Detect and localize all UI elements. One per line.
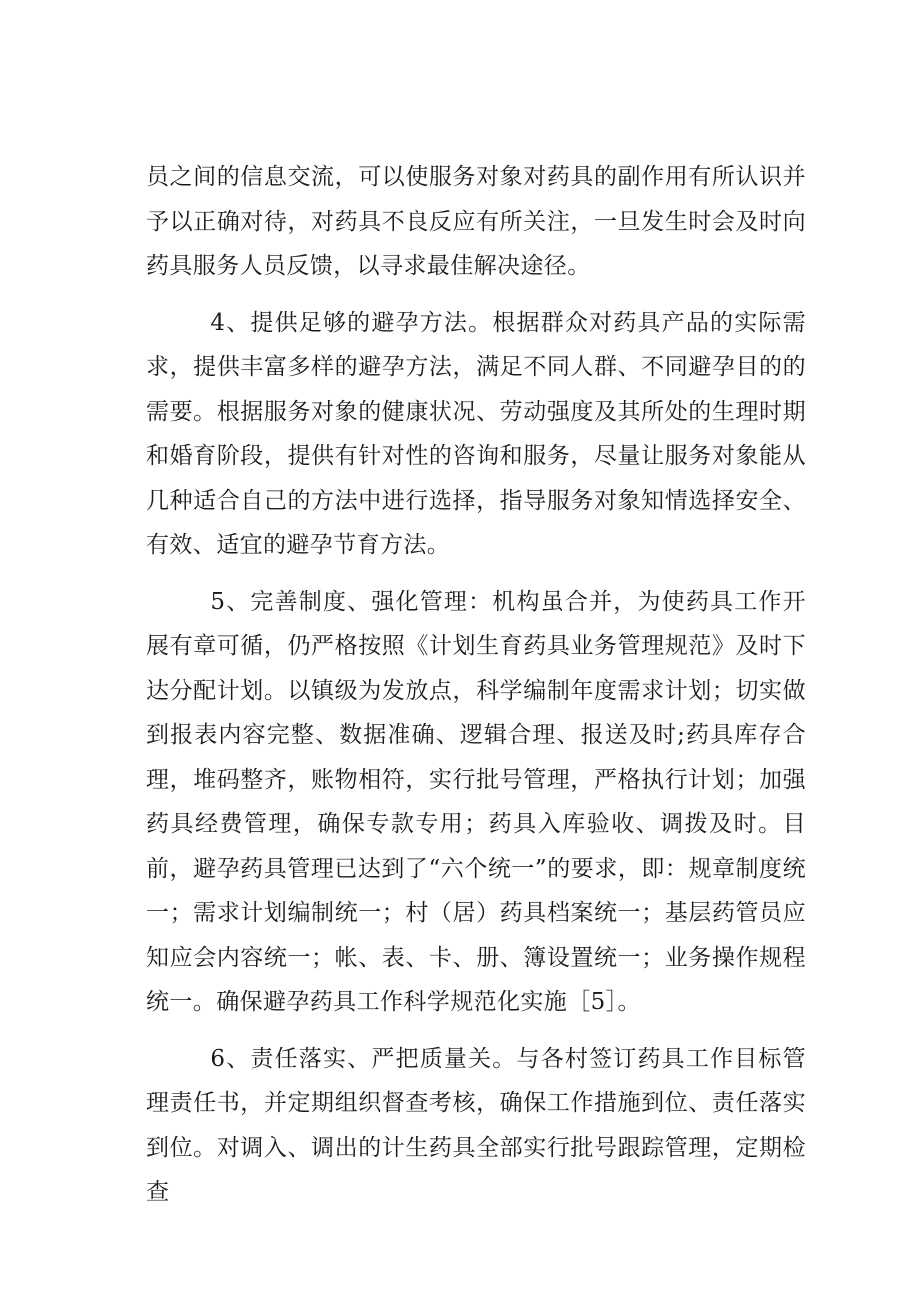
paragraph-item-6: 6、责任落实、严把质量关。与各村签订药具工作目标管理责任书，并定期组织督查考核，确保工作措施到位、责任落实到位。对调入、调出的计生药具全部实行批号跟踪管理，定期检查 — [146, 1045, 806, 1205]
paragraph-item-5: 5、完善制度、强化管理：机构虽合并，为使药具工作开展有章可循，仍严格按照《计划生育药具业务管理规范》及时下达分配计划。以镇级为发放点，科学编制年度需求计划；切实做到报表内容完整、数据准确、逻辑合理、报送及时;药具库存合理，堆码整齐，账物相符，实行批号管理，严格执行计划；加强药具经费管理，确保专款专用；药具入库验收、调拨及时。目前，避孕药具管理已达到了“六个统一”的要求，即：规章制度统一；需求计划编制统一；村（居）药具档案统一；基层药管员应知应会内容统一；帐、表、卡、册、簿设置统一；业务操作规程统一。确保避孕药具工作科学规范化实施［5］。 — [146, 588, 806, 1015]
document-body — [146, 155, 806, 1215]
paragraph-continuation: 员之间的信息交流，可以使服务对象对药具的副作用有所认识并予以正确对待，对药具不良反应有所关注，一旦发生时会及时向药具服务人员反馈，以寻求最佳解决途径。 — [146, 164, 806, 279]
paragraph-item-4: 4、提供足够的避孕方法。根据群众对药具产品的实际需求，提供丰富多样的避孕方法，满足不同人群、不同避孕目的的需要。根据服务对象的健康状况、劳动强度及其所处的生理时期和婚育阶段，提供有针对性的咨询和服务，尽量让服务对象能从几种适合自己的方法中进行选择，指导服务对象知情选择安全、有效、适宜的避孕节育方法。 — [146, 309, 806, 558]
